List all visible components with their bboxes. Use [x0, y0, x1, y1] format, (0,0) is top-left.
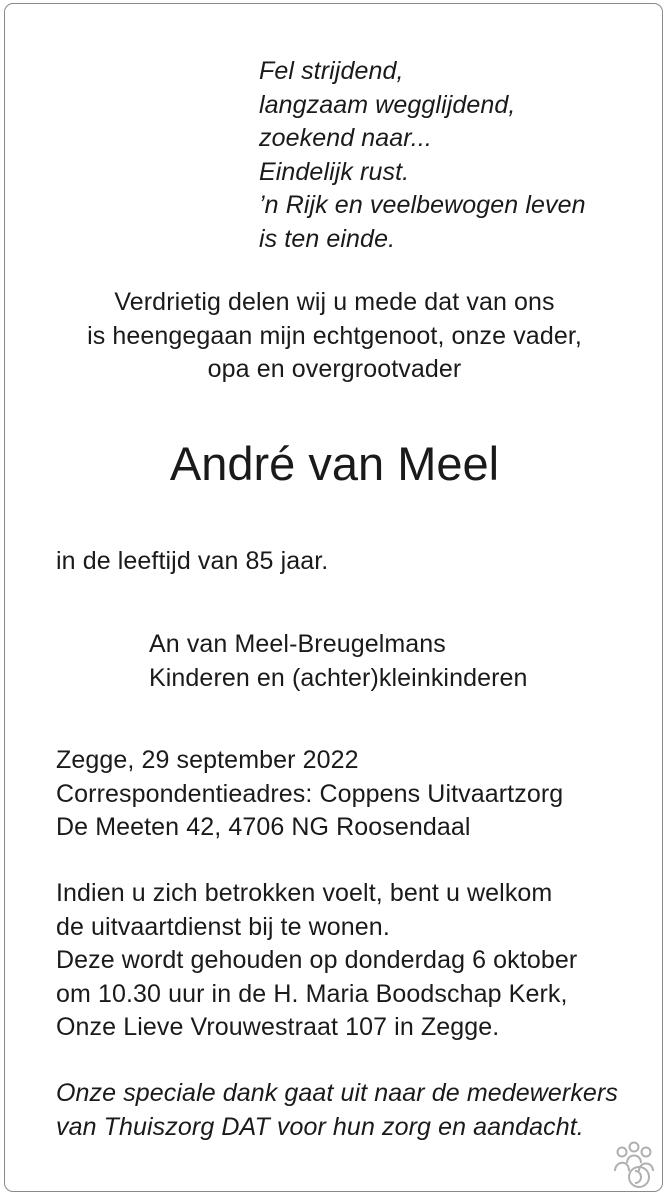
intro-line: is heengegaan mijn echtgenoot, onze vader, — [87, 321, 582, 350]
poem-line: Fel strijdend, — [259, 57, 404, 85]
poem-line: Eindelijk rust. — [259, 157, 410, 186]
address-line: Correspondentieadres: Coppens Uitvaartzorg — [56, 779, 564, 808]
family-line: Kinderen en (achter)kleinkinderen — [149, 663, 528, 692]
service-line: Onze Lieve Vrouwestraat 107 in Zegge. — [56, 1013, 500, 1041]
family-people-logo-icon — [609, 1141, 659, 1191]
poem-line: langzaam wegglijdend, — [259, 90, 516, 119]
address-line: Zegge, 29 september 2022 — [56, 746, 359, 774]
logo-graphic — [609, 1141, 659, 1191]
family-line: An van Meel-Breugelmans — [149, 630, 446, 658]
deceased-name: André van Meel — [169, 437, 500, 490]
correspondence-address — [56, 744, 563, 845]
service-line: om 10.30 uur in de H. Maria Boodschap Kerk, — [56, 979, 568, 1008]
poem-line: zoekend naar... — [259, 124, 432, 152]
age-statement: in de leeftijd van 85 jaar. — [56, 547, 329, 575]
poem-line: is ten einde. — [259, 224, 396, 253]
thanks-note — [56, 1077, 618, 1144]
service-line: Deze wordt gehouden op donderdag 6 oktober — [56, 946, 578, 974]
family-signatories — [149, 628, 528, 695]
intro-line: Verdrietig delen wij u mede dat van ons — [114, 288, 555, 316]
service-line: de uitvaartdienst bij te wonen. — [56, 912, 390, 941]
service-line: Indien u zich betrokken voelt, bent u welkom — [56, 879, 553, 907]
intro-line: opa en overgrootvader — [207, 355, 462, 383]
funeral-service-info — [56, 877, 577, 1045]
address-line: De Meeten 42, 4706 NG Roosendaal — [56, 813, 471, 841]
poem-line: ’n Rijk en veelbewogen leven — [259, 191, 586, 219]
thanks-line: van Thuiszorg DAT voor hun zorg en aandacht. — [56, 1112, 584, 1141]
poem — [259, 55, 586, 256]
thanks-line: Onze speciale dank gaat uit naar de medewerkers — [56, 1079, 618, 1107]
announcement-intro — [0, 286, 669, 387]
